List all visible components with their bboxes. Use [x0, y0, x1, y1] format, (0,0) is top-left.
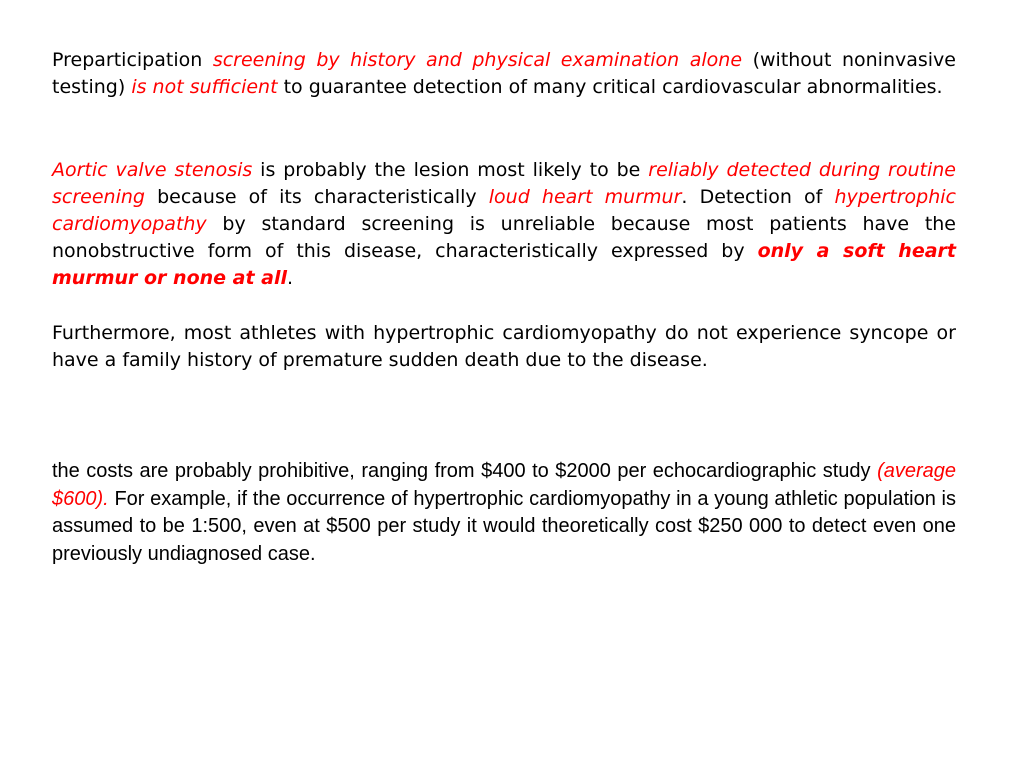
emphasis-hypertrophic-cardiomyopathy: hypertrophic cardiomyopathy	[52, 186, 956, 235]
paragraph-aortic-stenosis-hcm	[52, 157, 956, 292]
emphasis-reliably-detected: reliably detected during routine screening	[52, 159, 956, 208]
text-span: .	[287, 267, 294, 289]
text-span: to guarantee detection of many critical cardiovascular abnormalities.	[277, 76, 943, 98]
text-span: For example, if the occurrence of hypertrophic cardiomyopathy in a young athletic population is assumed to be 1:500, even at $500 per study it would theoretically cost $250 000 to detect even one previously undiagnosed case.	[52, 487, 956, 565]
text-span: the costs are probably prohibitive, ranging from $400 to $2000 per echocardiographic study	[52, 460, 878, 482]
text-span: Preparticipation	[52, 49, 213, 71]
text-span: Furthermore, most athletes with hypertrophic cardiomyopathy do not experience syncope or have a family history of premature sudden death due to the disease.	[52, 322, 956, 371]
emphasis-screening-history-physical: screening by history and physical examination alone	[212, 49, 743, 71]
emphasis-soft-murmur-or-none: only a soft heart murmur or none at all	[52, 240, 956, 289]
text-span: . Detection of	[681, 186, 835, 208]
emphasis-loud-heart-murmur: loud heart murmur	[488, 186, 682, 208]
emphasis-aortic-valve-stenosis: Aortic valve stenosis	[52, 159, 253, 181]
text-span: is probably the lesion most likely to be	[252, 159, 649, 181]
text-span: because of its characteristically	[144, 186, 489, 208]
emphasis-average-cost: (average $600).	[52, 460, 956, 510]
paragraph-athletes-syncope	[52, 320, 956, 374]
text-span: (without noninvasive testing)	[52, 49, 956, 98]
text-span: by standard screening is unreliable because most patients have the nonobstructive form of this disease, characteristically expressed by	[52, 213, 956, 262]
paragraph-costs	[52, 458, 956, 568]
emphasis-not-sufficient: is not sufficient	[131, 76, 278, 98]
paragraph-screening-insufficient	[52, 47, 956, 101]
